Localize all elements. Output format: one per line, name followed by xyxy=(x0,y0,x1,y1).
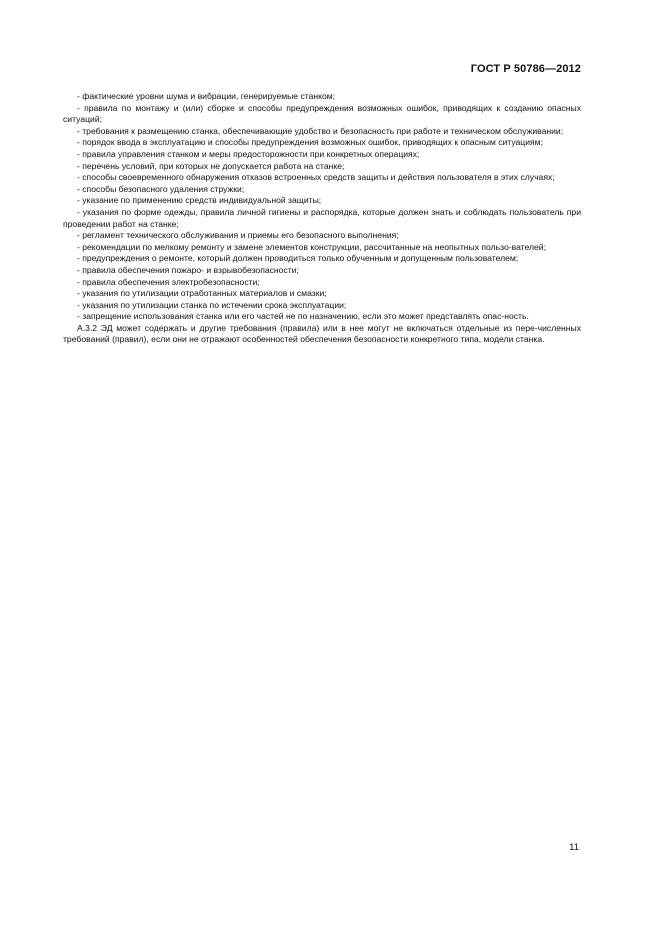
page-number: 11 xyxy=(569,842,579,853)
list-item: - правила управления станком и меры предосторожности при конкретных операциях; xyxy=(77,148,420,159)
list-item: - регламент технического обслуживания и приемы его безопасного выполнения; xyxy=(77,230,399,241)
list-item: - порядок ввода в эксплуатацию и способы предупреждения возможных ошибок, приводящих к опасным ситуациям; xyxy=(77,137,543,148)
list-item: - рекомендации по мелкому ремонту и замене элементов конструкции, рассчитанные на неопытных пользо-вателей; xyxy=(77,241,546,252)
list-item: - фактические уровни шума и вибрации, генерируемые станком; xyxy=(77,91,336,101)
list-item: - указания по утилизации отработанных материалов и смазки; xyxy=(77,288,327,299)
list-item: - перечень условий, при которых не допускается работа на станке; xyxy=(77,160,345,171)
list-item: - правила обеспечения пожаро- и взрывобезопасности; xyxy=(77,264,299,275)
list-item: - правила по монтажу и (или) сборке и способы предупреждения возможных ошибок, приводящих к созданию опасных ситуаций; xyxy=(63,102,581,125)
list-item: - предупреждения о ремонте, который должен проводиться только обученным и допущенным пользователем; xyxy=(77,253,519,264)
document-body xyxy=(63,91,581,346)
list-item: - указание по применению средств индивидуальной защиты; xyxy=(77,195,322,206)
clause-paragraph: А.3.2 ЭД может содержать и другие требования (правила) или в нее могут не включаться отдельные из пере-численных требований (правил), если они не отражают особенностей обеспечения безопасности конкретного типа, модели станка. xyxy=(63,322,581,345)
list-item: - запрещение использования станка или его частей не по назначению, если это может представлять опас-ность. xyxy=(77,311,529,322)
list-item: - требования к размещению станка, обеспечивающие удобство и безопасность при работе и техническом обслуживании; xyxy=(77,125,564,136)
document-header-code: ГОСТ Р 50786—2012 xyxy=(470,63,581,75)
list-item: - правила обеспечения электробезопасности; xyxy=(77,276,260,287)
list-item: - указания по утилизации станка по истечении срока эксплуатации; xyxy=(77,299,347,310)
list-item: - указания по форме одежды, правила личной гигиены и распорядка, которые должен знать и соблюдать пользователь при проведении работ на станке; xyxy=(63,206,581,229)
list-item: - способы своевременного обнаружения отказов встроенных средств защиты и действия пользователя в этих случаях; xyxy=(77,172,555,183)
list-item: - способы безопасного удаления стружки; xyxy=(77,183,245,194)
